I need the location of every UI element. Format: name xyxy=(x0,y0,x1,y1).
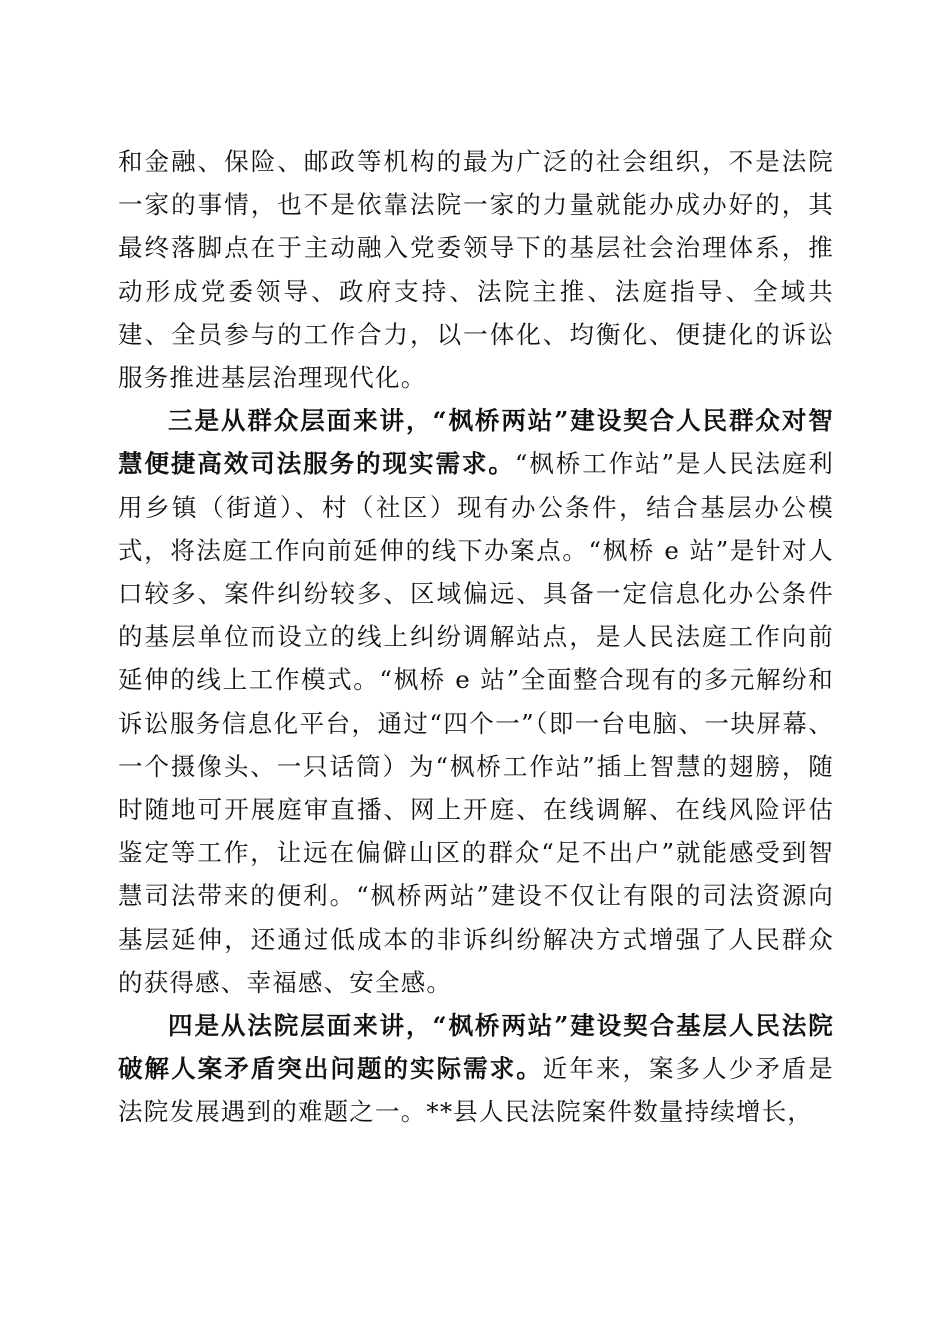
paragraph-2-text: “枫桥工作站”是人民法庭利用乡镇（街道）、村（社区）现有办公条件，结合基层办公模式，将法庭工作向前延伸的线下办案点。“枫桥 e 站”是针对人口较多、案件纠纷较多、区域偏远、具备一定信息化办公条件的基层单位而设立的线上纠纷调解站点，是人民法庭工作向前延伸的线上工作模式。“枫桥 e 站”全面整合现有的多元解纷和诉讼服务信息化平台，通过“四个一”（即一台电脑、一块屏幕、一个摄像头、一只话筒）为“枫桥工作站”插上智慧的翅膀，随时随地可开展庭审直播、网上开庭、在线调解、在线风险评估鉴定等工作，让远在偏僻山区的群众“足不出户”就能感受到智慧司法带来的便利。“枫桥两站”建设不仅让有限的司法资源向基层延伸，还通过低成本的非诉纠纷解决方式增强了人民群众的获得感、幸福感、安全感。 xyxy=(118,449,835,997)
paragraph-3-text: 近年来，案多人少矛盾是法院发展遇到的难题之一。**县人民法院案件数量持续增长， xyxy=(118,1054,834,1127)
paragraph-2 xyxy=(118,399,834,1004)
paragraph-2-lead: 三是从群众层面来讲，“枫桥两站”建设契合人民群众对智慧便捷高效司法服务的现实需求。 xyxy=(118,406,834,479)
paragraph-3-lead: 四是从法院层面来讲，“枫桥两站”建设契合基层人民法院破解人案矛盾突出问题的实际需求。 xyxy=(118,1011,834,1084)
paragraph-1 xyxy=(118,140,834,399)
paragraph-1-text: 和金融、保险、邮政等机构的最为广泛的社会组织，不是法院一家的事情，也不是依靠法院一家的力量就能办成办好的，其最终落脚点在于主动融入党委领导下的基层社会治理体系，推动形成党委领导、政府支持、法院主推、法庭指导、全域共建、全员参与的工作合力，以一体化、均衡化、便捷化的诉讼服务推进基层治理现代化。 xyxy=(118,147,834,393)
document-body xyxy=(118,140,834,1134)
paragraph-3 xyxy=(118,1004,834,1134)
